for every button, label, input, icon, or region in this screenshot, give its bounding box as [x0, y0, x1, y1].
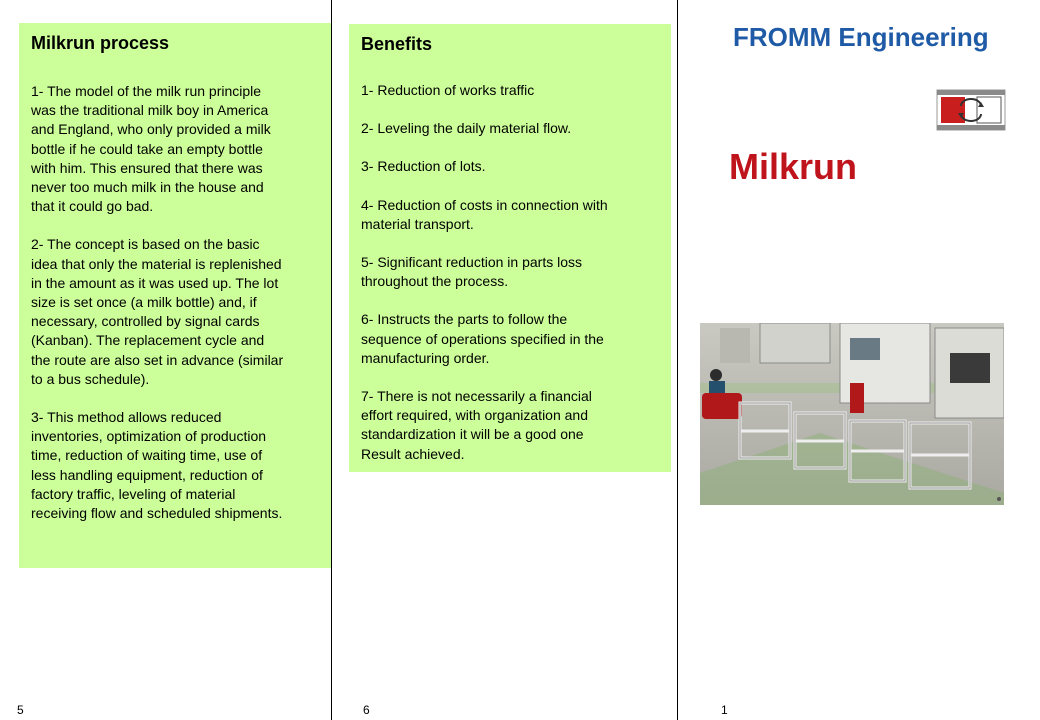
fromm-logo-icon — [935, 88, 1007, 132]
milkrun-paragraph-3: 3- This method allows reduced inventories, optimization of production time, reduction of waiting time, use of less handling equipment, reduction of factory traffic, leveling of material receiving flow and scheduled shipments. — [31, 409, 283, 522]
cover-title: Milkrun — [729, 146, 858, 187]
page-number-1: 1 — [721, 703, 728, 717]
brand-title: FROMM Engineering — [733, 22, 989, 52]
milkrun-paragraph-2: 2- The concept is based on the basic idea that only the material is replenished in the amount as it was used up. The lot size is set once (a milk bottle) and, if necessary, controlled by signal cards (Kanban). The replacement cycle and the route are also set in advance (similar to a bus schedule). — [31, 236, 284, 387]
factory-milkrun-photo — [700, 323, 1004, 505]
milkrun-paragraph-1: 1- The model of the milk run principle was the traditional milk boy in America and England, who only provided a milk bottle if he could take an empty bottle with him. This ensured that there was never too much milk in the house and that it could go bad. — [31, 83, 271, 215]
benefit-item-5: 5- Significant reduction in parts loss throughout the process. — [361, 254, 582, 290]
page-number-6: 6 — [363, 703, 370, 717]
benefit-item-4: 4- Reduction of costs in connection with material transport. — [361, 196, 608, 232]
benefit-item-1: 1- Reduction of works traffic — [361, 82, 535, 98]
benefit-item-3: 3- Reduction of lots. — [361, 158, 486, 175]
page-number-5: 5 — [17, 703, 24, 717]
benefits-heading: Benefits — [361, 34, 433, 54]
benefit-item-2: 2- Leveling the daily material flow. — [361, 120, 572, 137]
column-divider-right — [677, 0, 678, 720]
benefit-item-6: 6- Instructs the parts to follow the sequence of operations specified in the manufacturing order. — [361, 311, 604, 366]
benefit-item-7: 7- There is not necessarily a financial effort required, with organization and standardization it will be a good one Result achieved. — [361, 388, 592, 462]
benefits-panel — [349, 24, 671, 472]
column-divider-left — [331, 0, 332, 720]
milkrun-process-panel — [19, 23, 331, 568]
milkrun-process-heading: Milkrun process — [31, 33, 170, 53]
